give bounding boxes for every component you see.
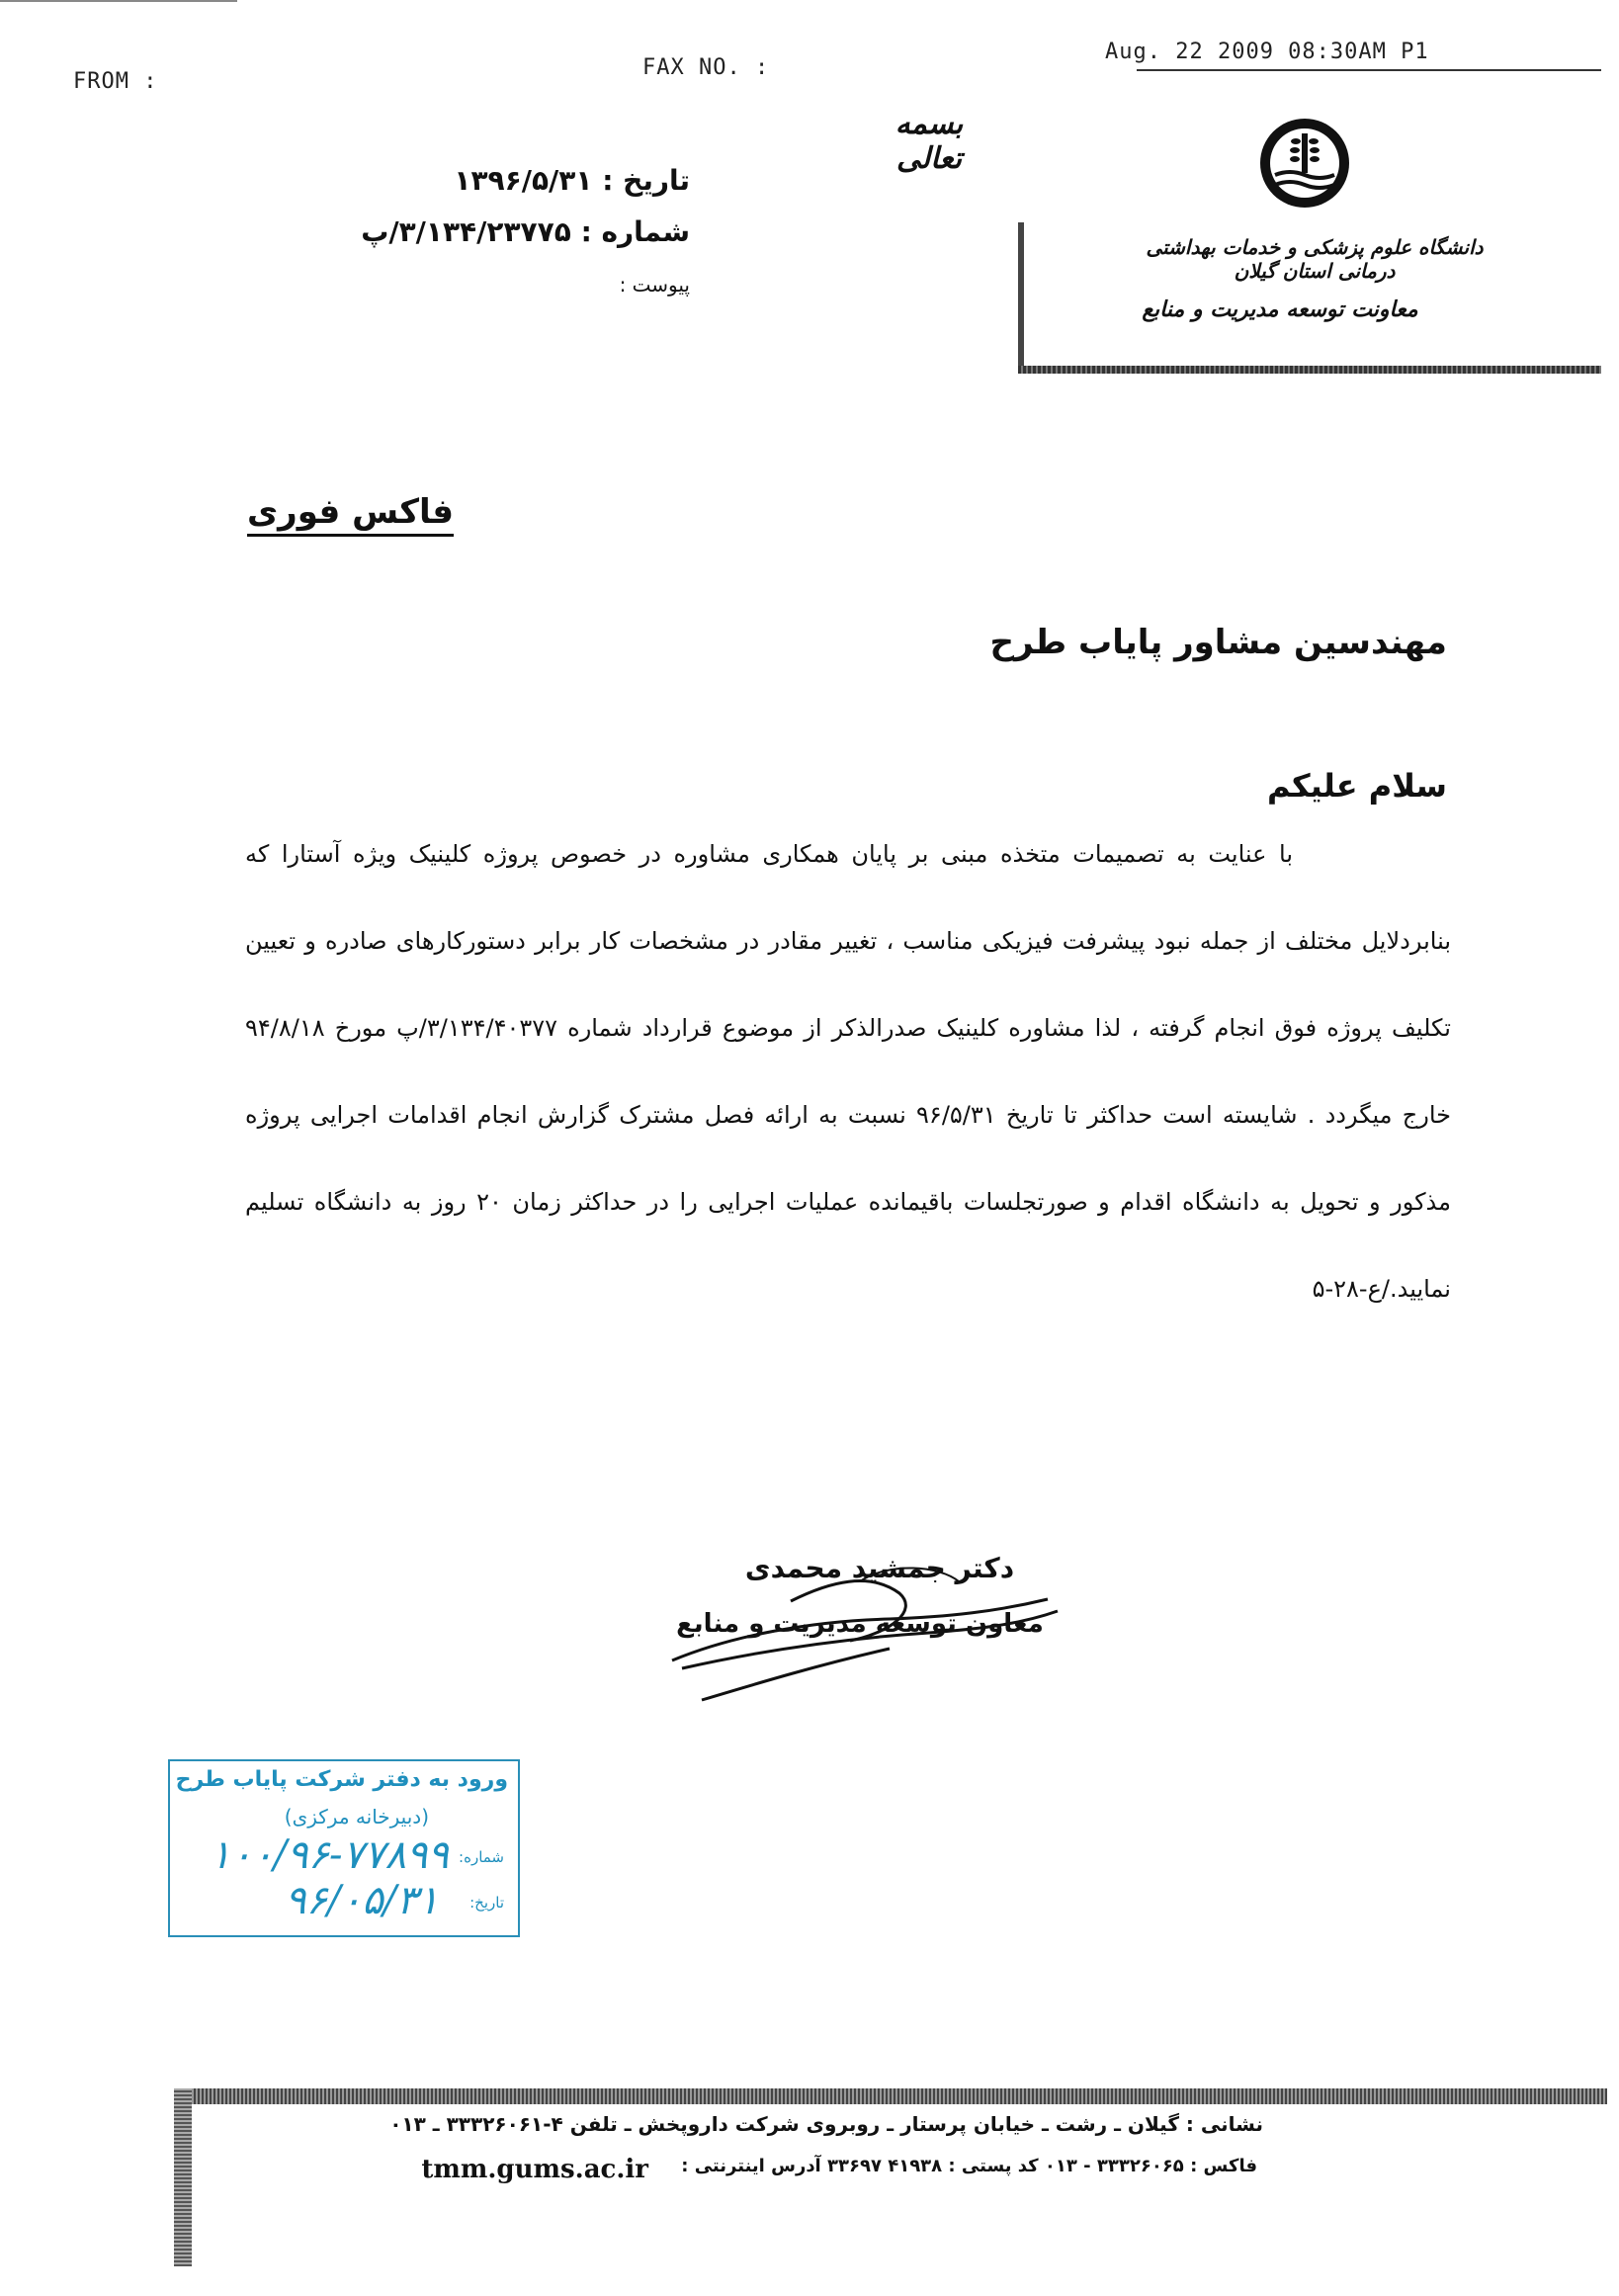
stamp-date: ۹۶/۰۵/۳۱ (285, 1878, 439, 1923)
letter-number: شماره : ۳/۱۳۴/۲۳۷۷۵/پ (361, 215, 690, 248)
footer-separator (174, 2088, 1607, 2104)
fax-from-label: FROM : (73, 69, 158, 94)
letter-attachment: پیوست : (619, 273, 690, 297)
letter-body (245, 810, 1451, 1332)
urgent-fax-title: فاکس فوری (247, 492, 454, 537)
fax-number-label: FAX NO. : (642, 55, 770, 80)
letterhead-frame-bottom (1018, 366, 1601, 374)
university-name: دانشگاه علوم پزشکی و خدمات بهداشتی درمانی استان گیلان (1146, 235, 1484, 283)
signer-name: دکتر جمشید محمدی (744, 1552, 1015, 1584)
scan-edge-line (0, 0, 237, 2)
footer-contact: فاکس : ۳۳۳۲۶۰۶۵ - ۰۱۳ کد پستی : ۴۱۹۳۸ ۳۳۶۹۷ آدرس اینترنتی : (681, 2156, 1257, 2176)
stamp-number-label: شماره: (459, 1848, 504, 1866)
stamp-subtitle: (دبیرخانه مرکزی) (284, 1805, 429, 1828)
letter-date: تاریخ : ۱۳۹۶/۵/۳۱ (454, 164, 690, 197)
footer-scan-edge (174, 2088, 192, 2266)
fax-transmission-stamp: Aug. 22 2009 08:30AM P1 (1105, 40, 1429, 64)
invocation-text: بسمه تعالی (895, 107, 964, 176)
vice-office-name: معاونت توسعه مدیریت و منابع (1142, 297, 1418, 322)
letter-body-text: با عنایت به تصمیمات متخذه مبنی بر پایان همکاری مشاوره در خصوص پروژه کلینیک ویژه آستارا که بنابردلایل مختلف از جمله نبود پیشرفت فیزیکی مناسب ، تغییر مقادر در مشخصات کار برابر دستورکارهای صادره و تعیین تکلیف پروژه فوق انجام گرفته ، لذا مشاوره کلینیک صدرالذکر از موضوع قرارداد شماره ۳/۱۳۴/۴۰۳۷۷/پ مورخ ۹۴/۸/۱۸ خارج میگردد . شایسته است حداکثر تا تاریخ ۹۶/۵/۳۱ نسبت به ارائه فصل مشترک گزارش انجام اقدامات اجرایی پروژه مذکور و تحویل به دانشگاه اقدام و صورتجلسات باقیمانده عملیات اجرایی را در حداکثر زمان ۲۰ روز به دانشگاه تسلیم نمایید./ع-۲۸-۵ (245, 840, 1452, 1303)
university-logo-icon (1240, 114, 1369, 213)
signer-title: معاون توسعه مدیریت و منابع (676, 1609, 1044, 1639)
stamp-title: ورود به دفتر شرکت پایاب طرح (175, 1767, 508, 1792)
addressee: مهندسین مشاور پایاب طرح (989, 623, 1447, 662)
stamp-number: ۱۰۰/۹۶-۷۷۸۹۹ (210, 1832, 449, 1878)
handwritten-signature (642, 1542, 1077, 1710)
footer-address: نشانی : گیلان ـ رشت ـ خیابان پرستار ـ روبروی شرکت داروپخش ـ تلفن ۴-۳۳۳۲۶۰۶۱ ـ ۰۱۳ (389, 2112, 1263, 2136)
receipt-stamp (168, 1759, 520, 1937)
stamp-date-label: تاریخ: (469, 1894, 504, 1912)
letterhead-frame-left (1018, 222, 1024, 373)
greeting: سلام علیکم (1266, 767, 1447, 805)
footer-website: tmm.gums.ac.ir (421, 2155, 648, 2184)
fax-header-rule (1137, 69, 1601, 71)
